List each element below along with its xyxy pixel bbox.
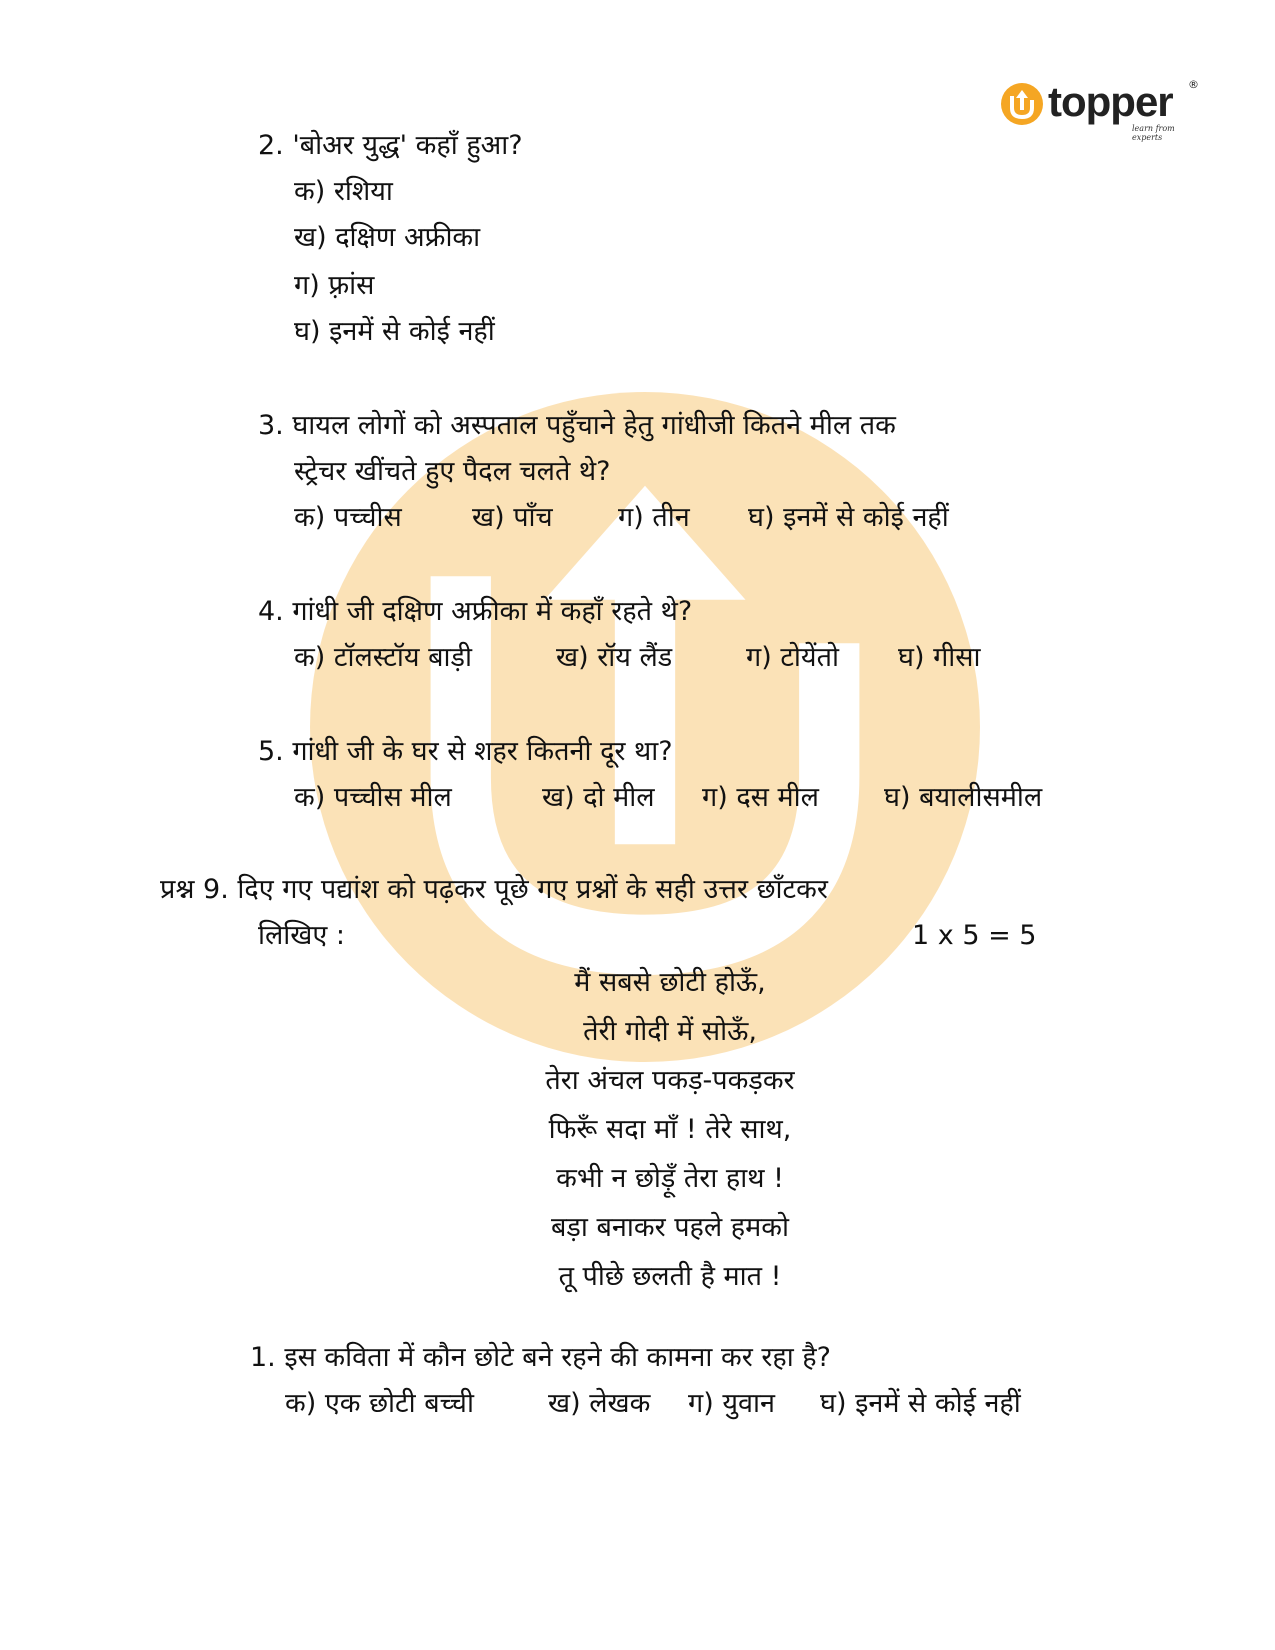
sub-q1-option-d: घ) इनमें से कोई नहीं (820, 1388, 1021, 1419)
brand-tagline: learn from experts (1132, 124, 1175, 142)
q2-option-d: घ) इनमें से कोई नहीं (294, 316, 495, 347)
poem-line: कभी न छोड़ूँ तेरा हाथ ! (556, 1163, 784, 1194)
q4-question: 4. गांधी जी दक्षिण अफ्रीका में कहाँ रहते थे? (258, 596, 693, 627)
q2-option-c: ग) फ़्रांस (294, 270, 375, 301)
q5-option-d: घ) बयालीसमील (884, 782, 1043, 813)
brand-registered-mark: ® (1188, 78, 1199, 91)
q5-question: 5. गांधी जी के घर से शहर कितनी दूर था? (258, 736, 673, 767)
q2-question: 2. 'बोअर युद्ध' कहाँ हुआ? (258, 130, 523, 161)
q5-option-b: ख) दो मील (542, 782, 655, 813)
sub-q1-option-c: ग) युवान (688, 1388, 775, 1419)
poem-line: बड़ा बनाकर पहले हमको (551, 1212, 789, 1243)
poem-line: तू पीछे छलती है मात ! (558, 1261, 782, 1292)
section9-heading-line2: लिखिए : (258, 920, 345, 951)
sub-q1-question: 1. इस कविता में कौन छोटे बने रहने की कामना कर रहा है? (250, 1342, 831, 1373)
q4-option-d: घ) गीसा (898, 642, 981, 673)
q5-option-a: क) पच्चीस मील (294, 782, 452, 813)
sub-q1-option-b: ख) लेखक (548, 1388, 651, 1419)
section9-marks: 1 x 5 = 5 (912, 920, 1037, 951)
q4-option-a: क) टॉलस्टॉय बाड़ी (294, 642, 472, 673)
q2-option-a: क) रशिया (294, 176, 393, 207)
poem-line: तेरा अंचल पकड़-पकड़कर (545, 1065, 795, 1096)
q3-option-c: ग) तीन (618, 502, 690, 533)
brand-name: topper (1048, 78, 1173, 125)
q3-option-d: घ) इनमें से कोई नहीं (748, 502, 949, 533)
poem-line: मैं सबसे छोटी होऊँ, (574, 967, 766, 998)
poem-block (400, 958, 940, 1301)
q3-question-line2: स्ट्रेचर खींचते हुए पैदल चलते थे? (294, 456, 611, 487)
q3-question-line1: 3. घायल लोगों को अस्पताल पहुँचाने हेतु गांधीजी कितने मील तक (258, 410, 896, 441)
q5-option-c: ग) दस मील (702, 782, 819, 813)
q2-option-b: ख) दक्षिण अफ्रीका (294, 222, 481, 253)
q3-option-a: क) पच्चीस (294, 502, 402, 533)
poem-line: तेरी गोदी में सोऊँ, (583, 1016, 757, 1047)
q4-option-b: ख) रॉय लैंड (556, 642, 673, 673)
q4-option-c: ग) टोयेंतो (746, 642, 839, 673)
poem-line: फिरूँ सदा माँ ! तेरे साथ, (548, 1114, 792, 1145)
section9-heading-line1: प्रश्न 9. दिए गए पद्यांश को पढ़कर पूछे गए प्रश्नों के सही उत्तर छाँटकर (160, 874, 828, 905)
sub-q1-option-a: क) एक छोटी बच्ची (285, 1388, 474, 1419)
q3-option-b: ख) पाँच (472, 502, 553, 533)
